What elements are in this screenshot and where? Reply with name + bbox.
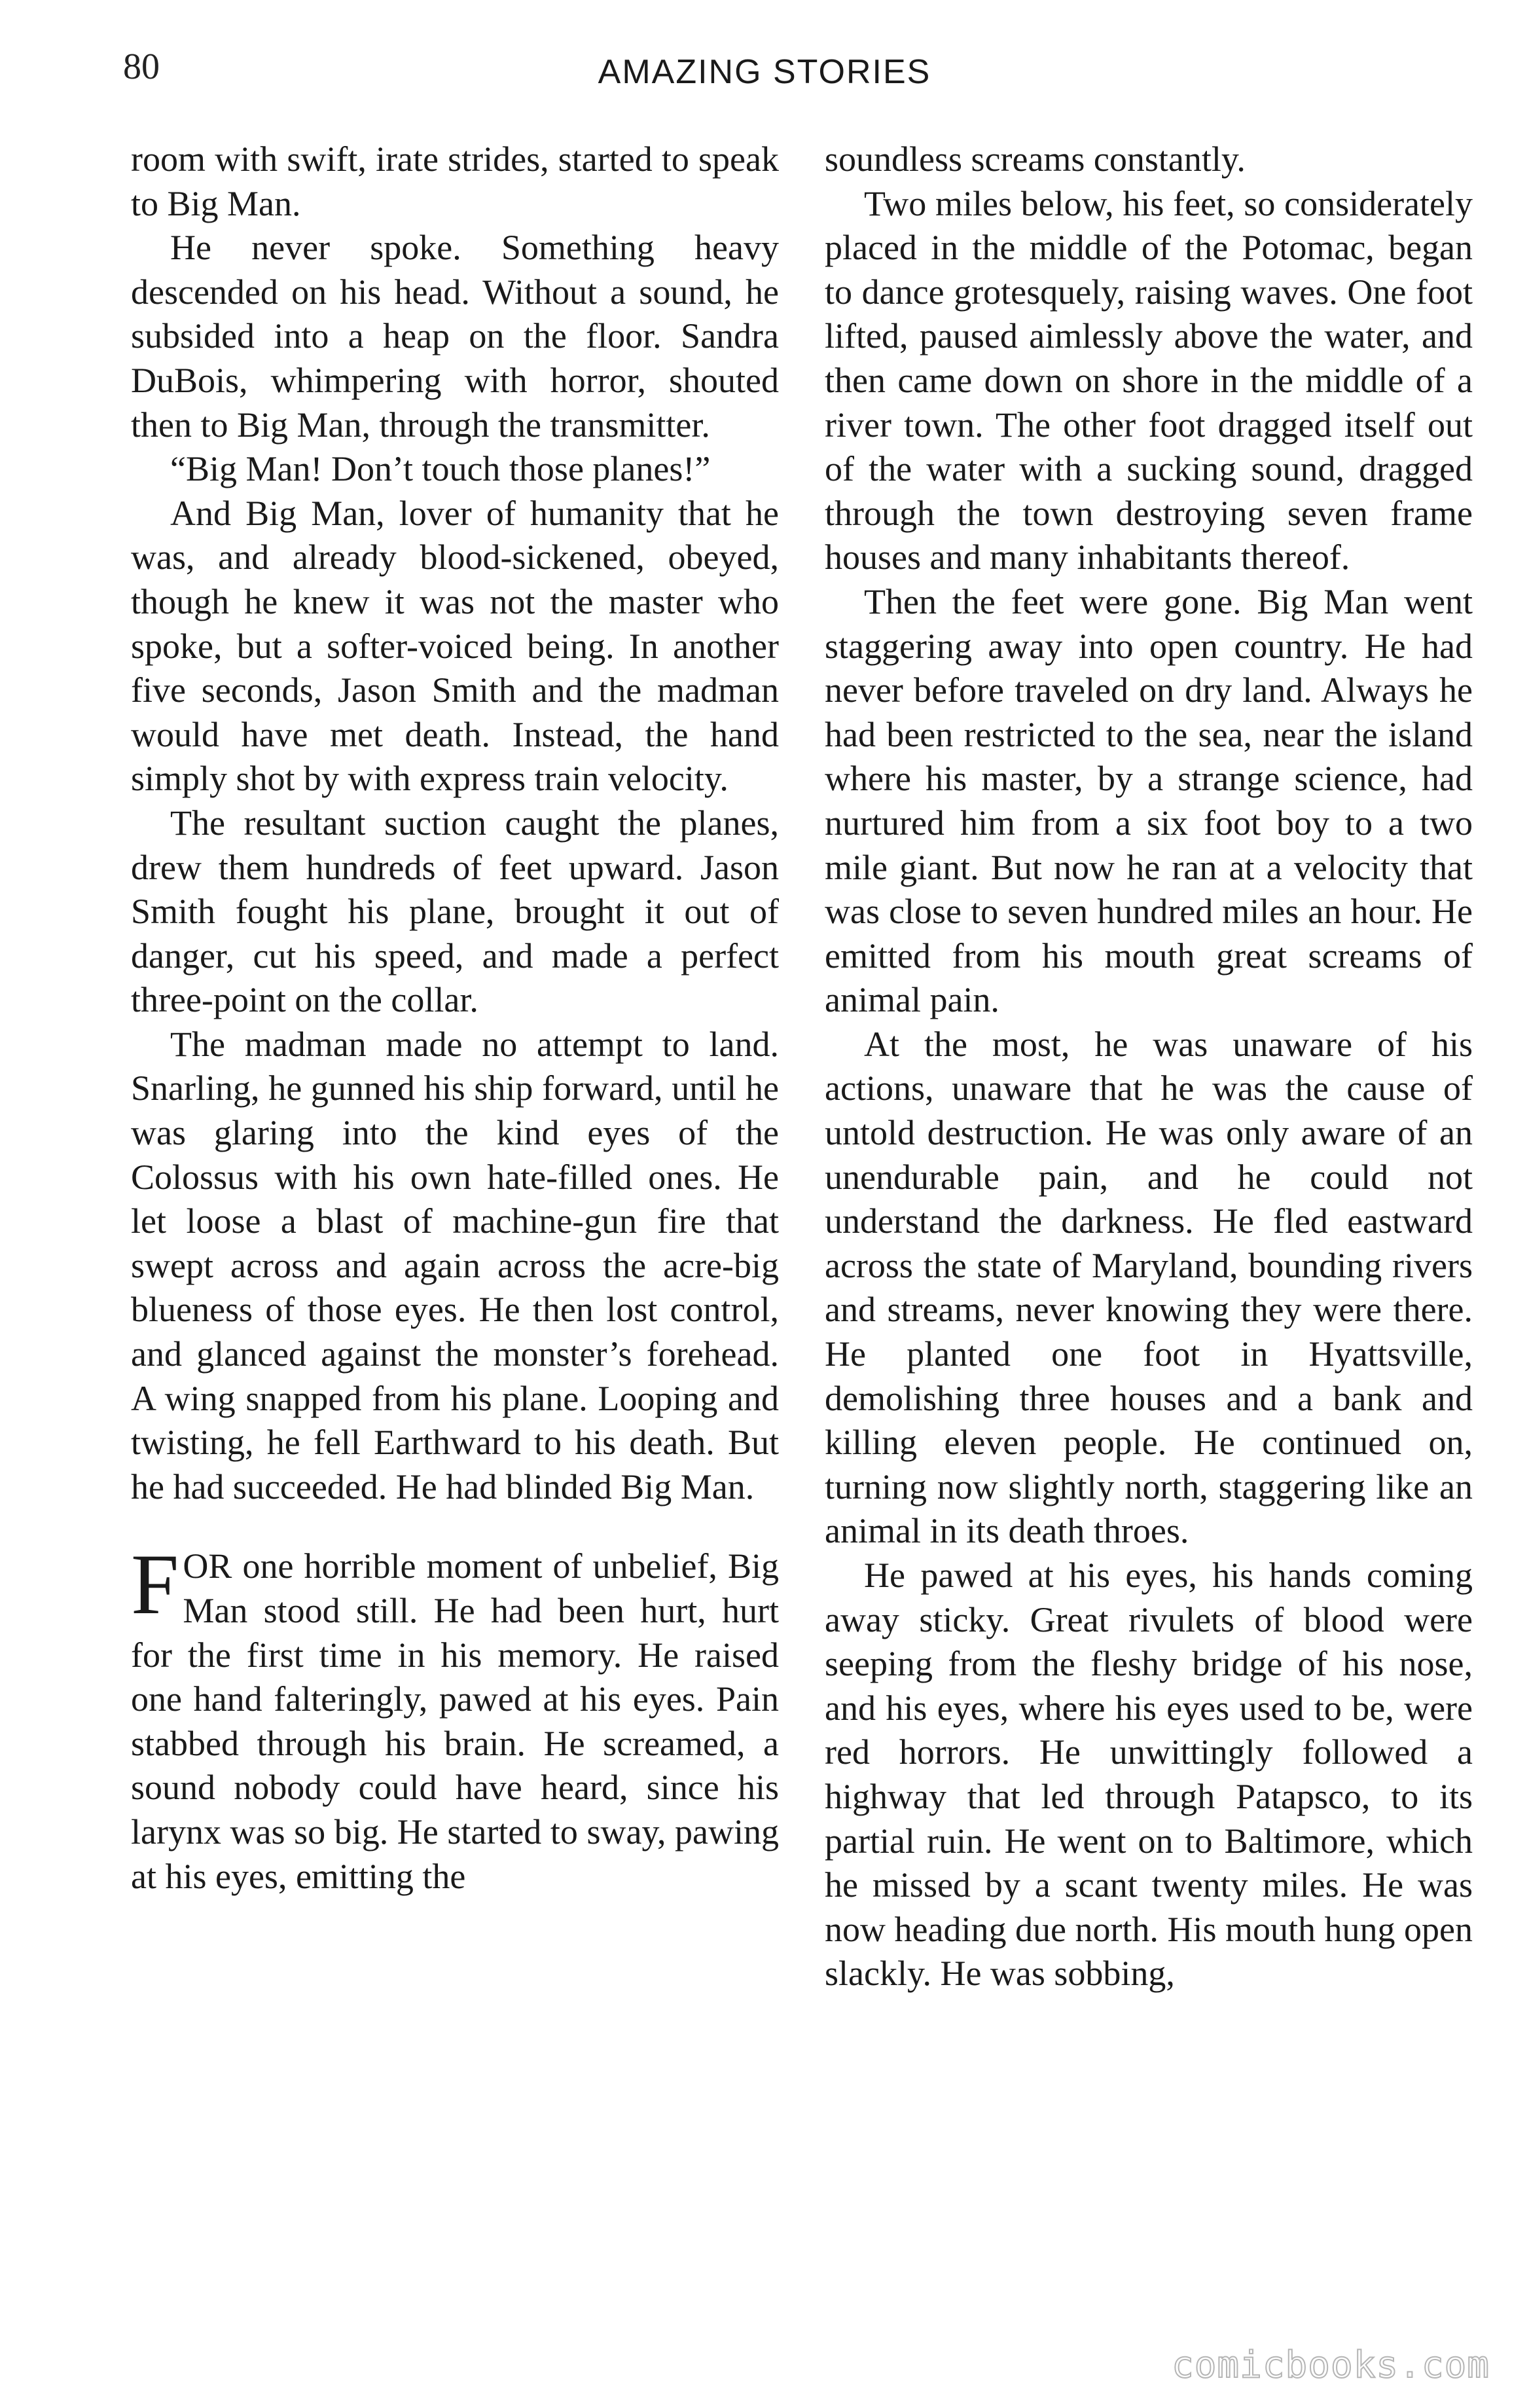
- paragraph: Two miles below, his feet, so considerately placed in the middle of the Potomac, began to dance grotesquely, raising waves. One foot lifted, paused aimlessly above the water, and then came down on shore in the middle of a river town. The other foot dragged itself out of the water with a sucking sound, dragged through the town destroying seven frame houses and many inhabitants thereof.: [825, 183, 1473, 577]
- paragraph: He pawed at his eyes, his hands coming away sticky. Great rivulets of blood were seeping from the fleshy bridge of his nose, and his eyes, where his eyes used to be, were red horrors. He unwittingly followed a highway that led through Patapsco, to its partial ruin. He went on to Baltimore, which he missed by a scant twenty miles. He was now heading due north. His mouth hung open slackly. He was sobbing,: [825, 1556, 1473, 1994]
- left-column: [131, 137, 779, 1899]
- page-number: 80: [123, 46, 160, 87]
- paragraph: room with swift, irate strides, started to speak to Big Man.: [131, 139, 779, 223]
- watermark: comicbooks.com: [1171, 2344, 1490, 2386]
- right-column: [825, 137, 1473, 1996]
- paragraph: He never spoke. Something heavy descended on his head. Without a sound, he subsided into a heap on the floor. Sandra DuBois, whimpering with horror, shouted then to Big Man, through the transmitter.: [131, 228, 779, 445]
- paragraph: And Big Man, lover of humanity that he was, and already blood-sickened, obeyed, though he knew it was not the master who spoke, but a softer-voiced being. In another five seconds, Jason Smith and the madman would have met death. Instead, the hand simply shot by with express train velocity.: [131, 493, 779, 799]
- section-text: OR one horrible moment of unbelief, Big Man stood still. He had been hurt, hurt for the first time in his memory. He raised one hand falteringly, pawed at his eyes. Pain stabbed through his brain. He screamed, a sound nobody could have heard, since his larynx was so big. He started to sway, pawing at his eyes, emitting the: [131, 1546, 779, 1896]
- paragraph: “Big Man! Don’t touch those planes!”: [170, 449, 711, 489]
- paragraph: At the most, he was unaware of his actions, unaware that he was the cause of untold destruction. He was only aware of an unendurable pain, and he could not understand the darkness. He fled eastward across the state of Maryland, bounding rivers and streams, never knowing they were there. He planted one foot in Hyattsville, demolishing three houses and a bank and killing eleven people. He continued on, turning now slightly north, staggering like an animal in its death throes.: [825, 1024, 1473, 1551]
- drop-cap: F: [131, 1536, 179, 1633]
- paragraph: Then the feet were gone. Big Man went staggering away into open country. He had never before traveled on dry land. Always he had been restricted to the sea, near the island where his master, by a strange science, had nurtured him from a six foot boy to a two mile giant. But now he ran at a velocity that was close to seven hundred miles an hour. He emitted from his mouth great screams of animal pain.: [825, 581, 1473, 1020]
- paragraph: soundless screams constantly.: [825, 139, 1246, 179]
- paragraph: The resultant suction caught the planes, drew them hundreds of feet upward. Jason Smith fought his plane, brought it out of danger, cut his speed, and made a perfect three-point on the collar.: [131, 803, 779, 1020]
- section-paragraph: [131, 1536, 779, 1899]
- running-head: AMAZING STORIES: [598, 53, 931, 91]
- paragraph: The madman made no attempt to land. Snarling, he gunned his ship forward, until he was glaring into the kind eyes of the Colossus with his own hate-filled ones. He let loose a blast of machine-gun fire that swept across and again across the acre-big blueness of those eyes. He then lost control, and glanced against the monster’s forehead. A wing snapped from his plane. Looping and twisting, he fell Earthward to his death. But he had succeeded. He had blinded Big Man.: [131, 1024, 779, 1506]
